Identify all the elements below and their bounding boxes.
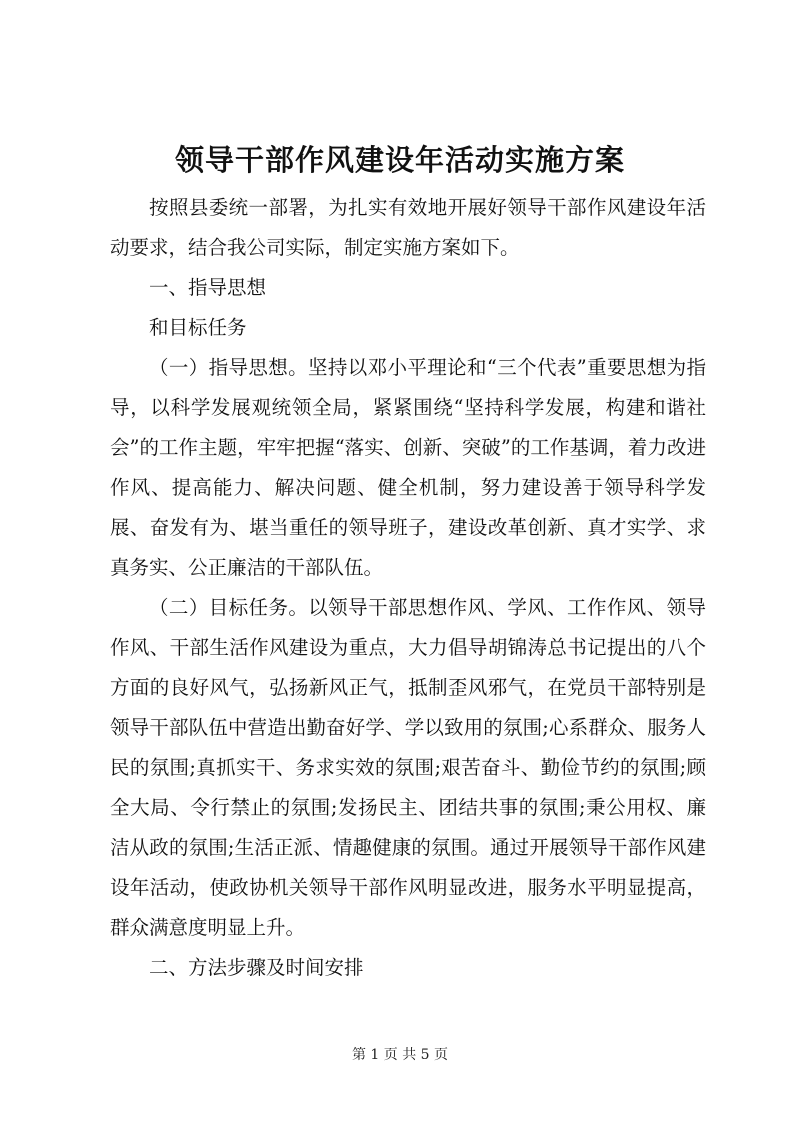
section-heading-methods-schedule: 二、方法步骤及时间安排 (149, 956, 364, 979)
guiding-ideology-paragraph: （一）指导思想。坚持以邓小平理论和“三个代表”重要思想为指导，以科学发展观统领全局，紧紧围绕“坚持科学发展，构建和谐社会”的工作主题，牢牢把握“落实、创新、突破”的工作基调，着力改进作风、提高能力、解决问题、健全机制，努力建设善于领导科学发展、奋发有为、堪当重任的领导班子，建设改革创新、真才实学、求真务实、公正廉洁的干部队伍。 (110, 356, 706, 579)
document-title: 领导干部作风建设年活动实施方案 (174, 143, 625, 177)
section-heading-continuation: 和目标任务 (149, 316, 247, 339)
page-number-footer: 第 1 页 共 5 页 (351, 1047, 449, 1063)
goals-tasks-paragraph: （二）目标任务。以领导干部思想作风、学风、工作作风、领导作风、干部生活作风建设为重点，大力倡导胡锦涛总书记提出的八个方面的良好风气，弘扬新风正气，抵制歪风邪气，在党员干部特别是领导干部队伍中营造出勤奋好学、学以致用的氛围;心系群众、服务人民的氛围;真抓实干、务求实效的氛围;艰苦奋斗、勤俭节约的氛围;顾全大局、令行禁止的氛围;发扬民主、团结共事的氛围;秉公用权、廉洁从政的氛围;生活正派、情趣健康的氛围。通过开展领导干部作风建设年活动，使政协机关领导干部作风明显改进，服务水平明显提高，群众满意度明显上升。 (110, 596, 706, 939)
document-body (110, 188, 706, 988)
section-heading-guiding-ideology: 一、指导思想 (149, 276, 267, 299)
intro-paragraph: 按照县委统一部署，为扎实有效地开展好领导干部作风建设年活动要求，结合我公司实际，制定实施方案如下。 (110, 196, 706, 259)
